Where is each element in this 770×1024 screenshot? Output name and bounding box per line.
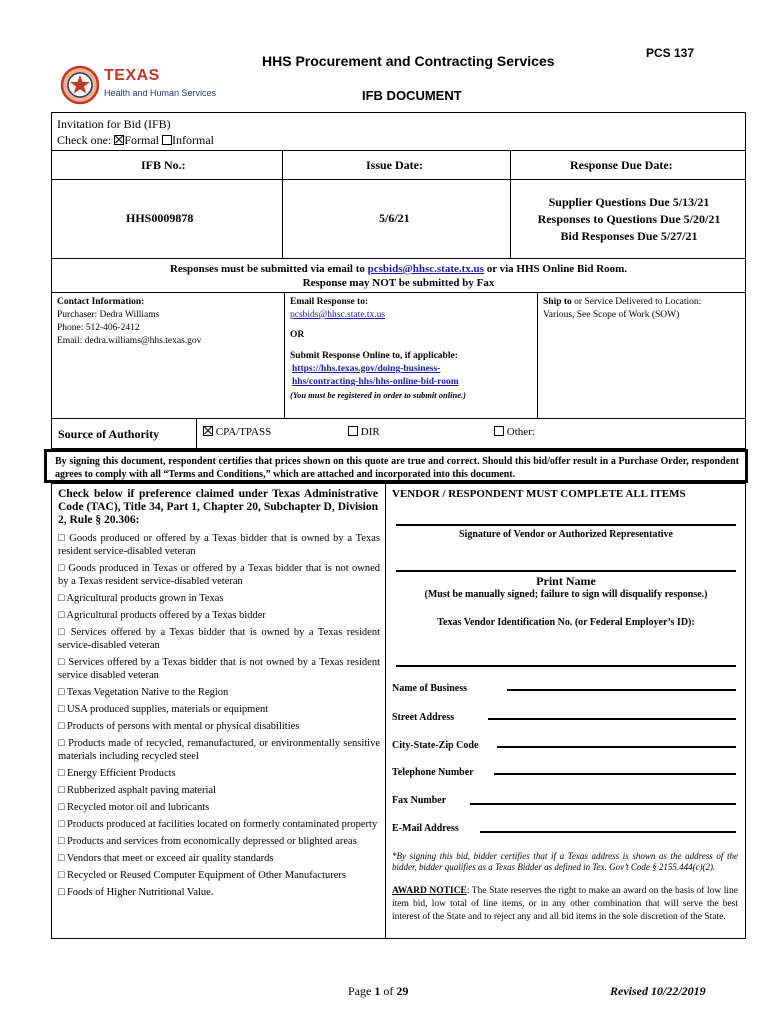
response-email-link[interactable]: pcsbids@hhsc.state.tx.us	[290, 310, 386, 320]
manual-sign-note: (Must be manually signed; failure to sign will disqualify response.)	[424, 589, 708, 600]
preference-item[interactable]: □ USA produced supplies, materials or equipment	[58, 704, 269, 715]
ifb-no-value: HHS0009878	[126, 211, 194, 225]
telephone-label: Telephone Number	[392, 767, 474, 778]
logo-text-texas: TEXAS	[104, 67, 160, 84]
due-line-1: Supplier Questions Due 5/13/21	[548, 195, 710, 209]
dir-option: DIR	[348, 426, 380, 438]
page-title: HHS Procurement and Contracting Services	[262, 53, 555, 69]
issue-date-value: 5/6/21	[379, 211, 410, 225]
preference-item[interactable]: □ Texas Vegetation Native to the Region	[58, 687, 229, 698]
preference-item[interactable]: □ Recycled motor oil and lubricants	[58, 802, 210, 813]
preference-item[interactable]: □ Energy Efficient Products	[58, 768, 176, 779]
online-bid-room-link[interactable]: https://hhs.texas.gov/doing-business-	[292, 364, 441, 374]
response-due-header: Response Due Date:	[570, 158, 673, 172]
contact-email: Email: dedra.williams@hhs.texas.gov	[57, 336, 202, 346]
other-checkbox[interactable]	[494, 426, 504, 436]
no-fax-note: Response may NOT be submitted by Fax	[302, 277, 495, 289]
preference-list	[58, 532, 380, 903]
print-name-line[interactable]	[396, 570, 736, 572]
purchaser: Purchaser: Dedra Williams	[57, 310, 160, 320]
preference-item[interactable]: □ Agricultural products offered by a Texas bidder	[58, 610, 266, 621]
texas-hhs-logo	[60, 64, 220, 108]
check-one-label: Check one:	[57, 133, 112, 147]
response-due-values	[512, 194, 746, 245]
phone: Phone: 512-406-2412	[57, 323, 140, 333]
revised-date: Revised 10/22/2019	[610, 984, 706, 998]
email-field[interactable]	[480, 831, 736, 833]
preference-item[interactable]: □ Products of persons with mental or physical disabilities	[58, 721, 300, 732]
print-name-label: Print Name	[536, 574, 596, 588]
document-subtitle: IFB DOCUMENT	[362, 88, 462, 103]
page-number: Page 1 of 29	[348, 984, 409, 998]
award-notice: AWARD NOTICE: The State reserves the right to make an award on the basis of low line item bid, low total of line items, or in any other combination that will serve the best interest of the State and to reject any and all bid items in the sole discretion of the State.	[392, 886, 738, 922]
telephone-field[interactable]	[494, 773, 736, 775]
street-address-label: Street Address	[392, 712, 455, 723]
seal-icon	[60, 65, 100, 105]
source-of-authority-label: Source of Authority	[58, 427, 160, 441]
fax-label: Fax Number	[392, 795, 447, 806]
contact-information: Contact Information: Purchaser: Dedra Williams Phone: 512-406-2412 Email: dedra.williams@hhs.texas.gov	[57, 297, 202, 346]
preference-item[interactable]: □ Vendors that meet or exceed air quality standards	[58, 853, 274, 864]
award-notice-label: AWARD NOTICE	[392, 886, 467, 896]
informal-checkbox[interactable]	[162, 135, 172, 145]
preference-item[interactable]: □ Services offered by a Texas bidder that is not owned by a Texas resident service disabled veteran	[58, 657, 380, 681]
formal-checkbox[interactable]	[114, 135, 124, 145]
issue-date-header: Issue Date:	[366, 158, 423, 172]
form-number: PCS 137	[646, 46, 695, 60]
formal-label: Formal	[124, 133, 159, 147]
preference-item[interactable]: □ Goods produced or offered by a Texas bidder that is owned by a Texas resident service-disabled veteran	[58, 533, 380, 557]
ifb-no-header: IFB No.:	[141, 158, 186, 172]
preference-item[interactable]: □ Services offered by a Texas bidder that is owned by a Texas resident service-disabled veteran	[58, 627, 380, 651]
preference-heading: Check below if preference claimed under Texas Administrative Code (TAC), Title 34, Part 1, Chapter 20, Subchapter D, Division 2, Rule § 20.306:	[58, 488, 378, 526]
due-line-2: Responses to Questions Due 5/20/21	[537, 212, 721, 226]
name-of-business-field[interactable]	[507, 689, 736, 691]
preference-item[interactable]: □ Agricultural products grown in Texas	[58, 593, 224, 604]
bidder-certification-note: *By signing this bid, bidder certifies that if a Texas address is shown as the address of the bidder, bidder qualifies as a Texas Bidder as defined in Tex. Gov’t Code § 2155.444(c)(2).	[392, 851, 738, 872]
ifb-type-label: Invitation for Bid (IFB)	[57, 117, 171, 131]
tax-id-line[interactable]	[396, 665, 736, 667]
signature-label: Signature of Vendor or Authorized Representative	[459, 529, 673, 540]
ifb-type-row	[57, 133, 214, 148]
submission-email-link[interactable]: pcsbids@hhsc.state.tx.us	[367, 263, 484, 275]
email-response-section: Email Response to: pcsbids@hhsc.state.tx.us OR Submit Response Online to, if applicable: https://hhs.texas.gov/doing-business- hhs/contracting-hhs/hhs-online-bid-room (You must be registered in order to submit online.)	[290, 297, 466, 400]
cpa-tpass-option: CPA/TPASS	[203, 426, 271, 438]
preference-item[interactable]: □ Rubberized asphalt paving material	[58, 785, 216, 796]
preference-item[interactable]: □ Foods of Higher Nutritional Value.	[58, 887, 214, 898]
vendor-heading: VENDOR / RESPONDENT MUST COMPLETE ALL ITEMS	[392, 488, 686, 500]
informal-label: Informal	[172, 133, 214, 147]
certification-statement: By signing this document, respondent certifies that prices shown on this quote are true and correct. Should this bid/offer result in a Purchase Order, respondent agrees to comply with all “Terms and Conditions,” which are attached and incorporated into this document.	[44, 449, 748, 483]
city-state-zip-field[interactable]	[497, 746, 736, 748]
tax-id-label: Texas Vendor Identification No. (or Federal Employer’s ID):	[437, 617, 695, 628]
submission-instructions: Responses must be submitted via email to pcsbids@hhsc.state.tx.us or via HHS Online Bid Room. Response may NOT be submitted by Fax	[51, 262, 746, 290]
preference-item[interactable]: □ Products made of recycled, remanufactured, or environmentally sensitive materials including recycled steel	[58, 738, 380, 762]
city-state-zip-label: City-State-Zip Code	[392, 740, 479, 751]
logo-text-hhs: Health and Human Services	[104, 88, 217, 98]
email-label: E-Mail Address	[392, 823, 459, 834]
preference-item[interactable]: □ Recycled or Reused Computer Equipment of Other Manufacturers	[58, 870, 347, 881]
street-address-field[interactable]	[488, 718, 736, 720]
cpa-tpass-checkbox[interactable]	[203, 426, 213, 436]
ship-to-section: Ship to or Service Delivered to Location: Various, See Scope of Work (SOW)	[543, 296, 743, 322]
name-of-business-label: Name of Business	[392, 683, 468, 694]
fax-field[interactable]	[470, 803, 736, 805]
dir-checkbox[interactable]	[348, 426, 358, 436]
due-line-3: Bid Responses Due 5/27/21	[560, 229, 698, 243]
online-bid-room-link-cont[interactable]: hhs/contracting-hhs/hhs-online-bid-room	[292, 377, 459, 387]
other-option: Other:	[494, 426, 535, 438]
preference-item[interactable]: □ Goods produced in Texas or offered by a Texas bidder that is not owned by a Texas resident service-disabled veteran	[58, 563, 380, 587]
preference-item[interactable]: □ Products produced at facilities located on formerly contaminated property	[58, 819, 378, 830]
signature-line[interactable]	[396, 524, 736, 526]
ship-to-value: Various, See Scope of Work (SOW)	[543, 310, 680, 320]
preference-item[interactable]: □ Products and services from economically depressed or blighted areas	[58, 836, 357, 847]
